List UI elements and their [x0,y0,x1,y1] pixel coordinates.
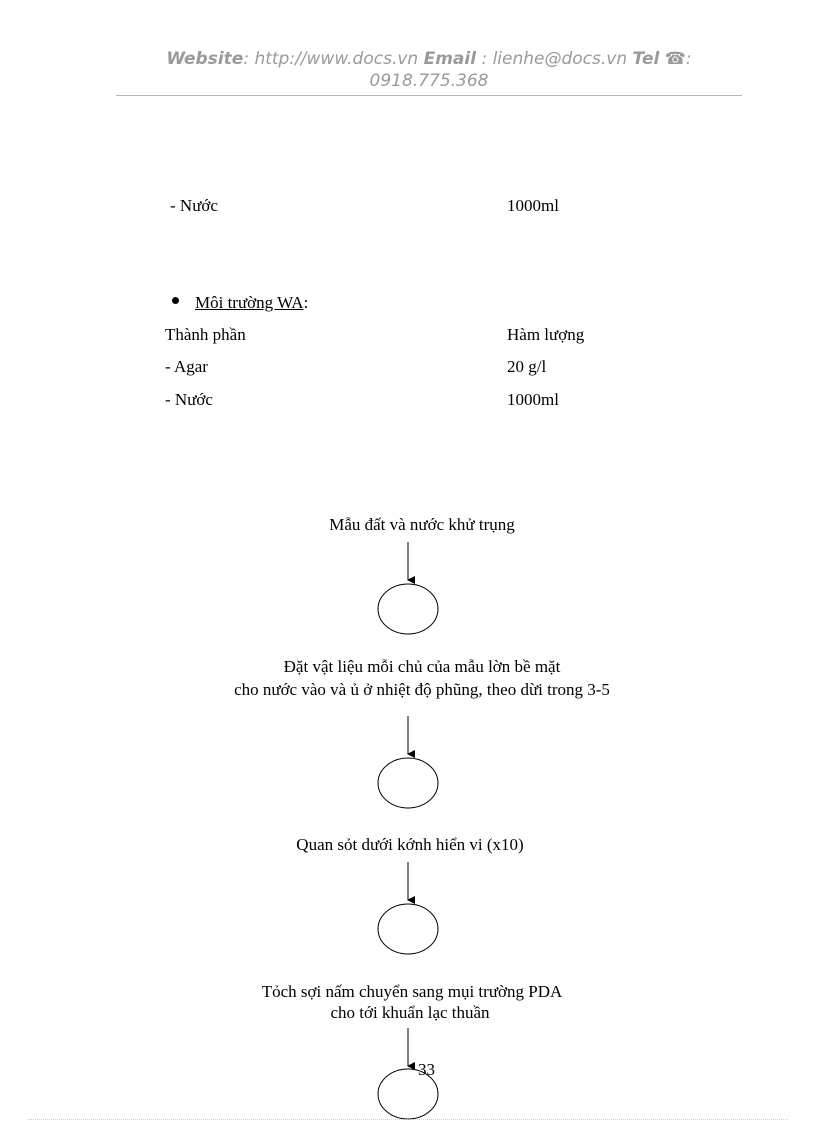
email-value: : lienhe@docs.vn [476,49,633,69]
website-value: : http://www.docs.vn [243,49,424,69]
row-amount: 20 g/l [507,357,547,376]
section-title-colon: : [303,293,309,312]
tel-label: Tel [632,49,660,69]
row-name: - Nước [165,390,213,409]
tel-colon: : [685,49,692,69]
prev-item-amount: 1000ml [507,196,559,215]
row-name: - Agar [165,357,208,376]
flow-node [378,758,438,808]
phone-icon: ☎ [659,49,686,69]
flow-step-4-line-2: cho tới khuẩn lạc thuần [330,1003,490,1022]
website-label: Website [166,49,244,69]
section-title-text: Môi trường WA [195,293,304,312]
flow-step-2-line-2: cho nước vào và ủ ở nhiệt độ phũng, theo dừi trong 3-5 [234,680,610,699]
flow-node [378,904,438,954]
flow-step-2-line-1: Đặt vật liệu mỗi chủ của mẫu lờn bề mặt [283,657,561,676]
footer-divider [28,1119,788,1120]
prev-item-name: - Nước [170,196,218,215]
flow-step-1: Mẫu đất và nước khử trụng [329,515,515,534]
flow-step-3: Quan sỏt dưới kớnh hiển vi (x10) [296,835,524,854]
tel-value: 0918.775.368 [369,71,489,91]
row-amount: 1000ml [507,390,559,409]
col-header-amount: Hàm lượng [507,325,585,344]
col-header-component: Thành phần [165,325,246,344]
flow-node [378,584,438,634]
email-label: Email [423,49,477,69]
flow-step-4-line-1: Tỏch sợi nấm chuyển sang mụi trường PDA [261,982,563,1001]
page-number: 33 [418,1060,435,1079]
